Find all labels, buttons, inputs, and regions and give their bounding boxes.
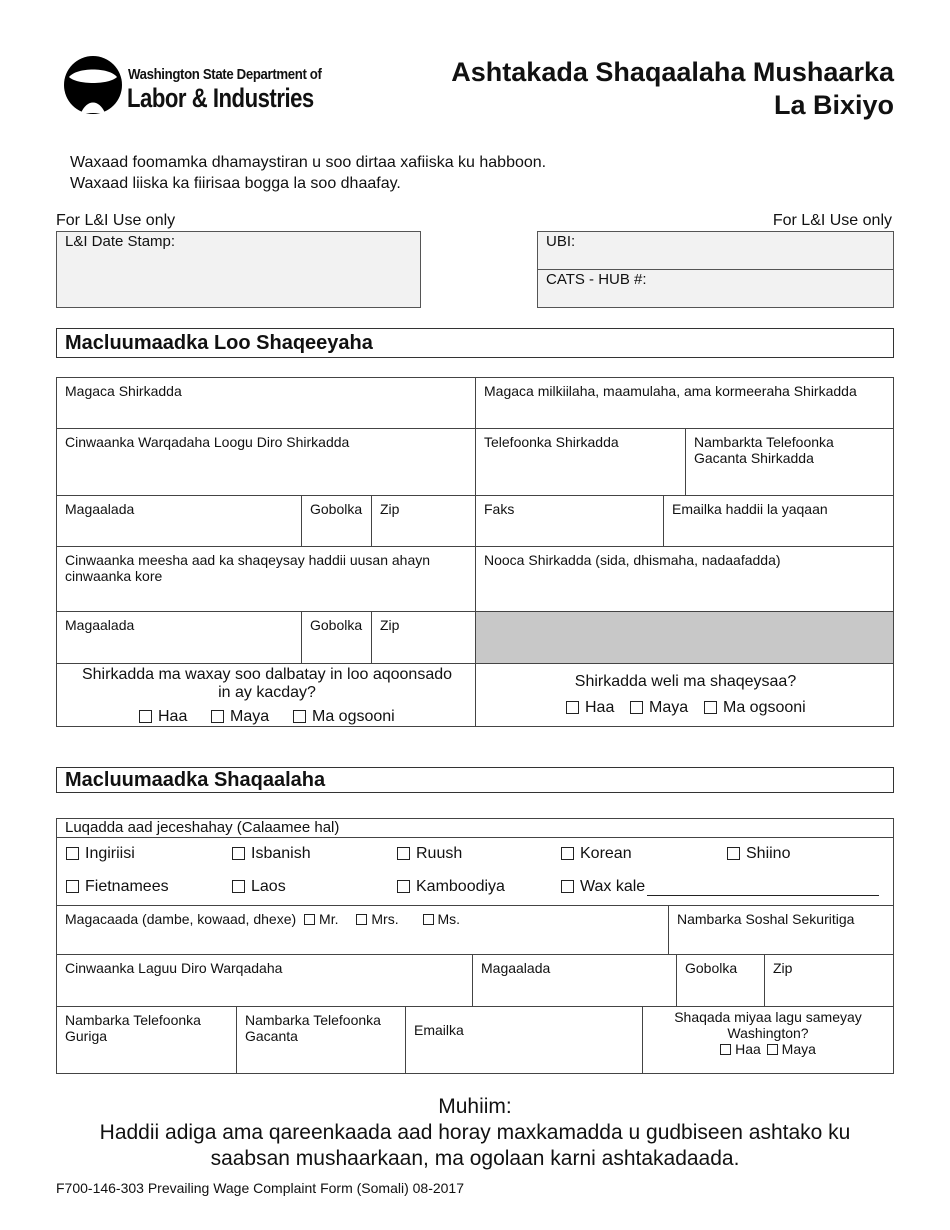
ssn-label: Nambarka Soshal Sekuritiga	[677, 911, 855, 927]
checkbox-icon[interactable]	[232, 847, 245, 860]
checkbox-icon[interactable]	[66, 847, 79, 860]
worker-mailing-address-field[interactable]	[56, 954, 473, 1007]
company-mobile-label: Nambarkta Telefoonka Gacanta Shirkadda	[694, 434, 834, 466]
form-title-line1: Ashtakada Shaqaalaha Mushaarka	[451, 57, 894, 87]
worker-email-field[interactable]	[405, 1006, 643, 1074]
language-other-option[interactable]	[561, 879, 645, 895]
owner-names-field[interactable]	[475, 377, 894, 429]
agency-name-line1: Washington State Department of	[128, 66, 322, 83]
agency-name-line2: Labor & Industries	[127, 83, 314, 113]
cats-hub-label: CATS - HUB #:	[546, 271, 647, 288]
checkbox-icon[interactable]	[561, 847, 574, 860]
language-other-label: Wax kale	[580, 878, 646, 895]
date-stamp-label: L&I Date Stamp:	[65, 233, 176, 250]
bankrupt-unknown-option[interactable]	[293, 709, 395, 725]
checkbox-icon[interactable]	[397, 880, 410, 893]
bankrupt-question-label: Shirkadda ma waxay soo dalbatay in loo aqoonsado in ay kacday?	[81, 666, 453, 701]
language-vietnamese-option[interactable]	[66, 879, 169, 895]
home-phone-label: Nambarka Telefoonka Guriga	[65, 1012, 201, 1044]
worker-state-label: Gobolka	[685, 960, 738, 976]
fax-label: Faks	[484, 501, 515, 517]
language-lao-option[interactable]	[232, 879, 286, 895]
bankrupt-unknown-label: Ma ogsooni	[312, 708, 395, 725]
worker-state-field[interactable]	[676, 954, 765, 1007]
title-mr-label: Mr.	[319, 911, 339, 927]
operating-yes-label: Haa	[585, 699, 615, 716]
worker-zip-label: Zip	[773, 960, 793, 976]
washington-question-cell	[642, 1006, 894, 1074]
important-line1: Haddii adiga ama qareenkaada aad horay maxkamadda u gudbiseen ashtako ku	[99, 1121, 851, 1144]
worker-email-label: Emailka	[414, 1022, 464, 1038]
cats-hub-box[interactable]	[537, 269, 894, 308]
work-address-label: Cinwaanka meesha aad ka shaqeysay haddii uusan ahayn cinwaanka kore	[65, 552, 431, 584]
language-cambodian-option[interactable]	[397, 879, 505, 895]
business-type-field[interactable]	[475, 546, 894, 612]
lni-logo-icon	[63, 55, 123, 115]
work-state-label: Gobolka	[310, 617, 363, 633]
instructions-line1: Waxaad foomamka dhamaystiran u soo dirtaa xafiiska ku habboon.	[70, 154, 547, 171]
checkbox-icon[interactable]	[66, 880, 79, 893]
checkbox-icon[interactable]	[423, 914, 434, 925]
checkbox-icon[interactable]	[397, 847, 410, 860]
checkbox-icon[interactable]	[727, 847, 740, 860]
ubi-box[interactable]	[537, 231, 894, 270]
instructions-line2: Waxaad liiska ka fiirisaa bogga la soo dhaafay.	[70, 175, 401, 192]
company-mailing-address-field[interactable]	[56, 428, 476, 496]
checkbox-icon[interactable]	[704, 701, 717, 714]
operating-no-label: Maya	[649, 699, 689, 716]
shaded-blank-cell	[475, 611, 894, 664]
work-zip-field[interactable]	[371, 611, 476, 664]
work-city-label: Magaalada	[65, 617, 135, 633]
important-title: Muhiim:	[438, 1095, 512, 1118]
company-state-field[interactable]	[301, 495, 372, 547]
language-russian-option[interactable]	[397, 846, 462, 862]
fax-field[interactable]	[475, 495, 664, 547]
important-line2: saabsan mushaarkaan, ma ogolaan karni ashtakadaada.	[210, 1147, 740, 1170]
instructions	[70, 152, 546, 194]
worker-name-label: Magacaada (dambe, kowaad, dhexe)	[65, 911, 297, 927]
worker-city-label: Magaalada	[481, 960, 551, 976]
mobile-phone-field[interactable]	[236, 1006, 406, 1074]
work-state-field[interactable]	[301, 611, 372, 664]
bankrupt-no-option[interactable]	[211, 709, 269, 725]
company-phone-label: Telefoonka Shirkadda	[484, 434, 619, 450]
checkbox-icon[interactable]	[139, 710, 152, 723]
washington-question-label: Shaqada miyaa lagu sameyay Washington?	[674, 1009, 862, 1041]
form-title	[451, 56, 894, 122]
company-name-label: Magaca Shirkadda	[65, 383, 182, 399]
work-zip-label: Zip	[380, 617, 400, 633]
checkbox-icon[interactable]	[630, 701, 643, 714]
checkbox-icon[interactable]	[767, 1044, 778, 1055]
washington-no-label: Maya	[781, 1041, 816, 1057]
language-korean-option[interactable]	[561, 846, 632, 862]
company-email-field[interactable]	[663, 495, 894, 547]
still-operating-cell	[475, 663, 894, 727]
ubi-label: UBI:	[546, 233, 576, 250]
language-chinese-label: Shiino	[746, 845, 791, 862]
company-zip-label: Zip	[380, 501, 400, 517]
form-title-line2: La Bixiyo	[773, 90, 894, 120]
language-cell	[56, 818, 894, 906]
company-mailing-address-label: Cinwaanka Warqadaha Loogu Diro Shirkadda	[65, 434, 350, 450]
worker-name-field[interactable]	[56, 905, 669, 955]
checkbox-icon[interactable]	[356, 914, 367, 925]
checkbox-icon[interactable]	[720, 1044, 731, 1055]
worker-mailing-address-label: Cinwaanka Laguu Diro Warqadaha	[65, 960, 283, 976]
company-city-field[interactable]	[56, 495, 302, 547]
company-phone-field[interactable]	[475, 428, 686, 496]
work-address-field[interactable]	[56, 546, 476, 612]
company-mobile-field[interactable]	[685, 428, 894, 496]
checkbox-icon[interactable]	[211, 710, 224, 723]
left-use-only-caption: For L&I Use only	[56, 212, 176, 229]
language-english-label: Ingiriisi	[85, 845, 135, 862]
checkbox-icon[interactable]	[232, 880, 245, 893]
bankrupt-yes-label: Haa	[158, 708, 188, 725]
checkbox-icon[interactable]	[293, 710, 306, 723]
date-stamp-box[interactable]	[56, 231, 421, 308]
owner-names-label: Magaca milkiilaha, maamulaha, ama kormeeraha Shirkadda	[484, 383, 857, 399]
language-divider	[57, 837, 893, 838]
home-phone-field[interactable]	[56, 1006, 237, 1074]
company-zip-field[interactable]	[371, 495, 476, 547]
checkbox-icon[interactable]	[561, 880, 574, 893]
language-chinese-option[interactable]	[727, 846, 790, 862]
company-email-label: Emailka haddii la yaqaan	[672, 501, 828, 517]
bankrupt-yes-option[interactable]	[139, 709, 187, 725]
language-lao-label: Laos	[251, 878, 286, 895]
form-footer: F700-146-303 Prevailing Wage Complaint Form (Somali) 08-2017	[56, 1180, 465, 1196]
work-city-field[interactable]	[56, 611, 302, 664]
operating-no-option[interactable]	[630, 700, 688, 716]
checkbox-icon[interactable]	[566, 701, 579, 714]
language-korean-label: Korean	[580, 845, 632, 862]
language-russian-label: Ruush	[416, 845, 463, 862]
right-use-only-caption: For L&I Use only	[772, 212, 892, 229]
operating-unknown-label: Ma ogsooni	[723, 699, 806, 716]
language-other-input[interactable]	[647, 895, 879, 896]
worker-city-field[interactable]	[472, 954, 677, 1007]
checkbox-icon[interactable]	[304, 914, 315, 925]
worker-zip-field[interactable]	[764, 954, 894, 1007]
company-state-label: Gobolka	[310, 501, 363, 517]
language-cambodian-label: Kamboodiya	[416, 878, 505, 895]
operating-unknown-option[interactable]	[704, 700, 806, 716]
employer-section-heading: Macluumaadka Loo Shaqeeyaha	[56, 328, 894, 358]
worker-section-heading: Macluumaadka Shaqaalaha	[56, 767, 894, 793]
language-spanish-option[interactable]	[232, 846, 311, 862]
bankrupt-question-cell	[56, 663, 476, 727]
title-mrs-label: Mrs.	[371, 911, 399, 927]
business-type-label: Nooca Shirkadda (sida, dhismaha, nadaafadda)	[484, 552, 781, 568]
bankrupt-no-label: Maya	[230, 708, 270, 725]
still-operating-question-label: Shirkadda weli ma shaqeysaa?	[574, 673, 797, 690]
company-name-field[interactable]	[56, 377, 476, 429]
language-vietnamese-label: Fietnamees	[85, 878, 169, 895]
ssn-field[interactable]	[668, 905, 894, 955]
language-spanish-label: Isbanish	[251, 845, 311, 862]
operating-yes-option[interactable]	[566, 700, 614, 716]
company-city-label: Magaalada	[65, 501, 135, 517]
title-ms-label: Ms.	[437, 911, 461, 927]
language-label: Luqadda aad jeceshahay (Calaamee hal)	[65, 819, 340, 836]
important-notice	[0, 1094, 950, 1172]
language-english-option[interactable]	[66, 846, 135, 862]
mobile-phone-label: Nambarka Telefoonka Gacanta	[245, 1012, 381, 1044]
washington-yes-label: Haa	[735, 1041, 761, 1057]
